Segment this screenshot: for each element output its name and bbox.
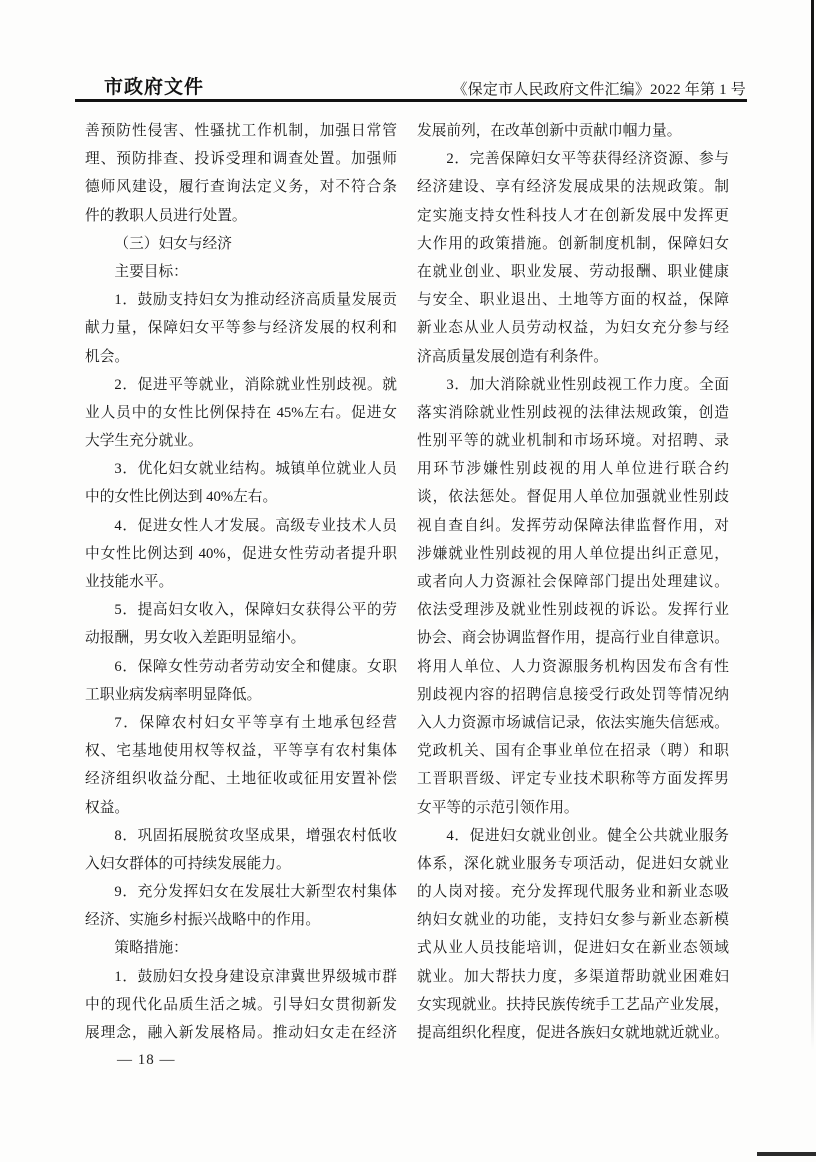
text-line: 性别平等的就业机制和市场环境。对招聘、录 <box>417 433 729 450</box>
text-line: 主要目标： <box>114 263 188 280</box>
scan-edge-artifact-bottom <box>757 1152 816 1156</box>
text-line: 新业态从业人员劳动权益，为妇女充分参与经 <box>417 320 729 337</box>
text-line: 用环节涉嫌性别歧视的用人单位进行联合约 <box>417 461 729 478</box>
text-line: 涉嫌就业性别歧视的用人单位提出纠正意见， <box>417 545 729 562</box>
left-column <box>85 117 397 1047</box>
text-line: 4．促进妇女就业创业。健全公共就业服务 <box>446 827 729 844</box>
text-line: 业人员中的女性比例保持在 45%左右。促进女 <box>85 404 397 421</box>
text-line: 9．充分发挥妇女在发展壮大新型农村集体 <box>114 884 397 901</box>
text-line: 动报酬，男女收入差距明显缩小。 <box>85 630 306 647</box>
text-line: 权、宅基地使用权等权益，平等享有农村集体 <box>85 743 397 760</box>
text-line: 女实现就业。扶持民族传统手工艺品产业发展， <box>417 996 729 1013</box>
text-line: 中的女性比例达到 40%左右。 <box>85 489 278 506</box>
text-line: 1．鼓励支持妇女为推动经济高质量发展贡 <box>114 292 397 309</box>
text-line: 党政机关、国有企事业单位在招录（聘）和职 <box>417 743 729 760</box>
text-line: 中的现代化品质生活之城。引导妇女贯彻新发 <box>85 996 397 1013</box>
text-line: 经济建设、享有经济发展成果的法规政策。制 <box>417 179 729 196</box>
text-line: 将用人单位、人力资源服务机构因发布含有性 <box>417 658 729 675</box>
text-line: 件的教职人员进行处置。 <box>85 207 247 224</box>
text-line: （三）妇女与经济 <box>114 235 232 252</box>
text-line: 在就业创业、职业发展、劳动报酬、职业健康 <box>417 263 729 280</box>
text-line: 纳妇女就业的功能，支持妇女参与新业态新模 <box>417 912 729 929</box>
text-line: 的人岗对接。充分发挥现代服务业和新业态吸 <box>417 884 729 901</box>
text-line: 5．提高妇女收入，保障妇女获得公平的劳 <box>114 602 397 619</box>
text-line: 提高组织化程度，促进各族妇女就地就近就业。 <box>417 1025 729 1041</box>
right-column <box>417 117 729 1047</box>
text-line: 2．促进平等就业，消除就业性别歧视。就 <box>114 376 397 393</box>
text-line: 入人力资源市场诚信记录，依法实施失信惩戒。 <box>417 714 729 731</box>
text-line: 经济组织收益分配、土地征收或征用安置补偿 <box>85 771 397 788</box>
text-line: 谈，依法惩处。督促用人单位加强就业性别歧 <box>417 489 729 506</box>
text-line: 视自查自纠。发挥劳动保障法律监督作用，对 <box>417 517 729 534</box>
text-line: 与安全、职业退出、土地等方面的权益，保障 <box>417 292 729 309</box>
text-line: 式从业人员技能培训，促进妇女在新业态领域 <box>417 940 729 957</box>
text-line: 体系，深化就业服务专项活动，促进妇女就业 <box>417 855 729 872</box>
publication-title: 《保定市人民政府文件汇编》2022 年第 1 号 <box>452 82 746 98</box>
text-line: 7．保障农村妇女平等享有土地承包经营 <box>114 714 397 731</box>
text-line: 发展前列，在改革创新中贡献巾帼力量。 <box>417 123 682 139</box>
text-line: 策略措施： <box>114 940 188 957</box>
text-line: 展理念，融入新发展格局。推动妇女走在经济 <box>85 1025 397 1041</box>
text-line: 业技能水平。 <box>85 574 174 590</box>
document-type-label: 市政府文件 <box>104 77 205 98</box>
text-line: 中女性比例达到 40%，促进女性劳动者提升职 <box>85 545 397 562</box>
text-line: 6．保障女性劳动者劳动安全和健康。女职 <box>114 658 397 675</box>
text-line: 济高质量发展创造有利条件。 <box>417 348 608 365</box>
text-line: 善预防性侵害、性骚扰工作机制，加强日常管 <box>85 123 397 139</box>
text-line: 入妇女群体的可持续发展能力。 <box>85 855 291 872</box>
text-line: 权益。 <box>85 799 130 816</box>
scan-edge-artifact-right <box>811 0 814 1050</box>
text-line: 4．促进女性人才发展。高级专业技术人员 <box>114 517 397 534</box>
text-line: 机会。 <box>85 348 130 365</box>
text-line: 3．优化妇女就业结构。城镇单位就业人员 <box>114 461 397 478</box>
text-line: 2．完善保障妇女平等获得经济资源、参与 <box>446 151 729 168</box>
text-line: 大学生充分就业。 <box>85 433 203 450</box>
text-line: 定实施支持女性科技人才在创新发展中发挥更 <box>417 207 729 224</box>
text-line: 别歧视内容的招聘信息接受行政处罚等情况纳 <box>417 686 729 703</box>
text-line: 依法受理涉及就业性别歧视的诉讼。发挥行业 <box>417 602 729 619</box>
text-line: 献力量，保障妇女平等参与经济发展的权利和 <box>85 320 397 337</box>
text-line: 3．加大消除就业性别歧视工作力度。全面 <box>446 376 729 393</box>
text-line: 工晋职晋级、评定专业技术职称等方面发挥男 <box>417 771 729 788</box>
text-line: 就业。加大帮扶力度，多渠道帮助就业困难妇 <box>417 968 729 985</box>
text-line: 理、预防排查、投诉受理和调查处置。加强师 <box>85 151 397 168</box>
header-rule <box>75 99 747 102</box>
text-line: 工职业病发病率明显降低。 <box>85 686 262 703</box>
page-number: — 18 — <box>117 1052 176 1068</box>
text-line: 德师风建设，履行查询法定义务，对不符合条 <box>85 179 397 196</box>
text-line: 1．鼓励妇女投身建设京津冀世界级城市群 <box>114 968 397 985</box>
text-line: 或者向人力资源社会保障部门提出处理建议。 <box>417 574 729 590</box>
text-line: 落实消除就业性别歧视的法律法规政策，创造 <box>417 404 729 421</box>
text-line: 协会、商会协调监督作用，提高行业自律意识。 <box>417 630 729 647</box>
text-line: 大作用的政策措施。创新制度机制，保障妇女 <box>417 235 729 252</box>
text-line: 女平等的示范引领作用。 <box>417 799 579 816</box>
text-line: 8．巩固拓展脱贫攻坚成果，增强农村低收 <box>114 827 397 844</box>
text-line: 经济、实施乡村振兴战略中的作用。 <box>85 912 321 929</box>
